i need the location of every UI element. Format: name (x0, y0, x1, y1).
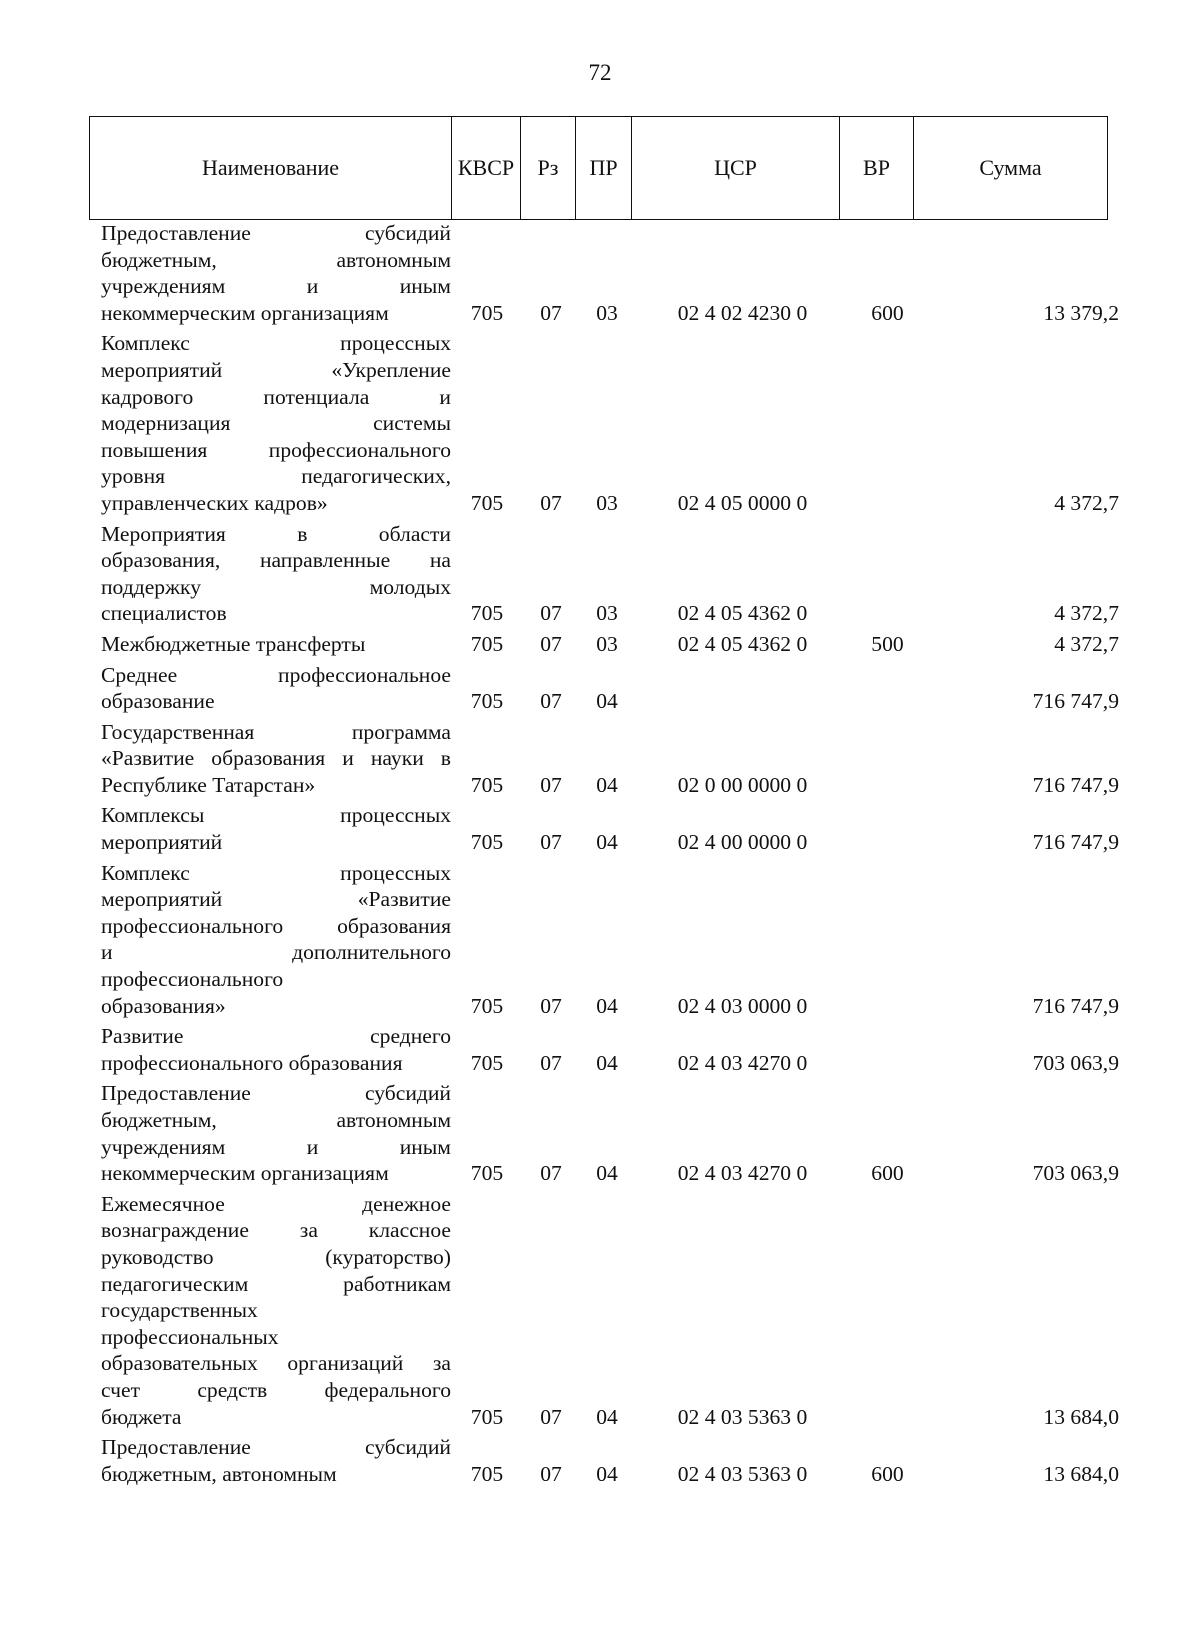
row-name-line: образование (101, 689, 215, 714)
cell-sum: 703 063,9 (1032, 1050, 1119, 1075)
cell-sum: 4 372,7 (1054, 490, 1119, 515)
table-row (89, 1023, 1127, 1076)
table-row (89, 521, 1127, 627)
cell-vr: 600 (871, 300, 904, 325)
cell-rz: 07 (540, 1050, 562, 1075)
cell-pr: 04 (596, 1404, 618, 1429)
cell-sum: 4 372,7 (1054, 601, 1119, 626)
row-name-line: поддержку молодых (101, 574, 451, 599)
row-name-line: «Развитие образования и науки в (101, 746, 451, 771)
cell-csr: 02 4 05 0000 0 (677, 490, 808, 515)
cell-rz: 07 (540, 1404, 562, 1429)
page-number: 72 (588, 60, 612, 85)
cell-pr: 04 (596, 689, 618, 714)
row-name-line: Республике Татарстан» (101, 772, 316, 797)
row-name-line: образовательных организаций за (101, 1351, 451, 1376)
cell-pr: 04 (596, 993, 618, 1018)
cell-pr: 04 (596, 1050, 618, 1075)
cell-kvsr: 705 (470, 300, 504, 325)
cell-csr: 02 4 05 4362 0 (677, 601, 808, 626)
cell-sum: 716 747,9 (1032, 830, 1119, 855)
cell-rz: 07 (540, 830, 562, 855)
row-name-line: профессионального (101, 967, 284, 992)
cell-sum: 716 747,9 (1032, 772, 1119, 797)
column-header-pr: ПР (576, 117, 632, 220)
cell-rz: 07 (540, 689, 562, 714)
cell-sum: 13 684,0 (1043, 1461, 1119, 1486)
cell-csr: 02 4 03 5363 0 (677, 1404, 808, 1429)
table-header (89, 116, 1108, 220)
cell-rz: 07 (540, 1461, 562, 1486)
table-row (89, 1080, 1127, 1186)
row-name (89, 1191, 451, 1430)
table-row (89, 1191, 1127, 1430)
row-name-line: Межбюджетные трансферты (101, 631, 366, 656)
cell-kvsr: 705 (470, 631, 504, 656)
row-name (89, 802, 451, 855)
row-name (89, 330, 451, 516)
row-name-line: Предоставление субсидий (101, 1435, 451, 1460)
row-name-line: руководство (кураторство) (101, 1244, 451, 1269)
cell-pr: 03 (596, 300, 618, 325)
row-name-line: кадрового потенциала и (101, 384, 451, 409)
row-name-line: мероприятий (101, 830, 223, 855)
cell-kvsr: 705 (470, 1404, 504, 1429)
row-name-line: бюджетным, автономным (101, 247, 451, 272)
row-name-line: бюджетным, автономным (101, 1108, 451, 1132)
row-name-line: вознаграждение за классное (101, 1218, 451, 1243)
row-name-line: Предоставление субсидий (101, 1081, 451, 1106)
row-name (89, 631, 451, 658)
row-name (89, 1080, 451, 1186)
cell-kvsr: 705 (470, 1461, 504, 1486)
cell-kvsr: 705 (470, 490, 504, 515)
row-name-line: некоммерческим организациям (101, 300, 389, 325)
cell-kvsr: 705 (470, 601, 504, 626)
table-row (89, 330, 1127, 516)
cell-kvsr: 705 (470, 1050, 504, 1075)
cell-csr: 02 4 05 4362 0 (677, 631, 808, 656)
row-name-line: Предоставление субсидий (101, 221, 451, 245)
row-name-line: профессионального образования (101, 1050, 403, 1075)
cell-rz: 07 (540, 300, 562, 325)
cell-sum: 716 747,9 (1032, 993, 1119, 1018)
row-name-line: Ежемесячное денежное (101, 1191, 451, 1216)
cell-kvsr: 705 (470, 993, 504, 1018)
cell-csr: 02 4 03 4270 0 (677, 1161, 808, 1186)
column-header-vr: ВР (840, 117, 914, 220)
row-name-line: управленческих кадров» (101, 490, 328, 515)
column-header-csr: ЦСР (632, 117, 840, 220)
cell-csr: 02 0 00 0000 0 (677, 772, 808, 797)
table-row (89, 719, 1127, 799)
row-name-line: некоммерческим организациям (101, 1161, 389, 1186)
row-name-line: Комплекс процессных (101, 331, 451, 356)
cell-vr: 600 (871, 1161, 904, 1186)
column-header-name: Наименование (90, 117, 452, 220)
column-header-sum: Сумма (914, 117, 1108, 220)
row-name-line: Комплексы процессных (101, 803, 451, 828)
row-name-line: уровня педагогических, (101, 464, 451, 489)
table-row (89, 802, 1127, 855)
cell-vr: 600 (871, 1461, 904, 1486)
cell-pr: 04 (596, 772, 618, 797)
row-name-line: модернизация системы (101, 411, 451, 436)
row-name (89, 719, 451, 799)
table-row (89, 662, 1127, 715)
column-header-rz: Рз (521, 117, 576, 220)
row-name-line: специалистов (101, 601, 227, 626)
cell-rz: 07 (540, 1161, 562, 1186)
cell-sum: 703 063,9 (1032, 1161, 1119, 1186)
table-row (89, 860, 1127, 1020)
cell-sum: 716 747,9 (1032, 689, 1119, 714)
cell-rz: 07 (540, 490, 562, 515)
table-row (89, 631, 1127, 658)
cell-rz: 07 (540, 993, 562, 1018)
row-name-line: государственных (101, 1298, 258, 1323)
row-name (89, 1023, 451, 1076)
row-name-line: Развитие среднего (101, 1024, 451, 1049)
row-name-line: педагогическим работникам (101, 1271, 451, 1296)
row-name-line: счет средств федерального (101, 1377, 451, 1402)
row-name (89, 662, 451, 715)
row-name-line: Государственная программа (101, 719, 451, 744)
table-row (89, 1434, 1127, 1487)
row-name-line: профессионального образования (101, 913, 451, 938)
row-name-line: учреждениям и иным (101, 1134, 451, 1159)
row-name-line: образования, направленные на (101, 548, 451, 573)
row-name (89, 1434, 451, 1487)
cell-pr: 03 (596, 490, 618, 515)
cell-pr: 04 (596, 1161, 618, 1186)
cell-csr: 02 4 02 4230 0 (677, 300, 808, 325)
cell-csr: 02 4 03 0000 0 (677, 993, 808, 1018)
table-body (89, 220, 1127, 1491)
row-name-line: повышения профессионального (101, 437, 451, 462)
row-name (89, 220, 451, 326)
cell-rz: 07 (540, 772, 562, 797)
row-name-line: мероприятий «Укрепление (101, 357, 451, 382)
row-name-line: Комплекс процессных (101, 860, 451, 885)
cell-sum: 4 372,7 (1054, 631, 1119, 656)
table-row (89, 220, 1127, 326)
cell-pr: 03 (596, 601, 618, 626)
column-header-kvsr: КВСР (452, 117, 521, 220)
row-name-line: и дополнительного (101, 940, 451, 965)
cell-sum: 13 379,2 (1043, 300, 1119, 325)
cell-pr: 03 (596, 631, 618, 656)
row-name-line: мероприятий «Развитие (101, 887, 451, 912)
row-name (89, 860, 451, 1020)
row-name-line: бюджетным, автономным (101, 1461, 337, 1486)
cell-pr: 04 (596, 1461, 618, 1486)
cell-pr: 04 (596, 830, 618, 855)
cell-kvsr: 705 (470, 772, 504, 797)
row-name-line: Среднее профессиональное (101, 662, 451, 687)
cell-vr: 500 (871, 631, 904, 656)
row-name-line: учреждениям и иным (101, 274, 451, 299)
row-name-line: бюджета (101, 1404, 182, 1429)
cell-csr: 02 4 03 5363 0 (677, 1461, 808, 1486)
cell-csr: 02 4 03 4270 0 (677, 1050, 808, 1075)
row-name-line: профессиональных (101, 1324, 279, 1349)
cell-kvsr: 705 (470, 689, 504, 714)
cell-rz: 07 (540, 601, 562, 626)
row-name-line: Мероприятия в области (101, 521, 451, 546)
row-name (89, 521, 451, 627)
row-name-line: образования» (101, 993, 226, 1018)
cell-kvsr: 705 (470, 1161, 504, 1186)
cell-kvsr: 705 (470, 830, 504, 855)
cell-sum: 13 684,0 (1043, 1404, 1119, 1429)
cell-rz: 07 (540, 631, 562, 656)
cell-csr: 02 4 00 0000 0 (677, 830, 808, 855)
